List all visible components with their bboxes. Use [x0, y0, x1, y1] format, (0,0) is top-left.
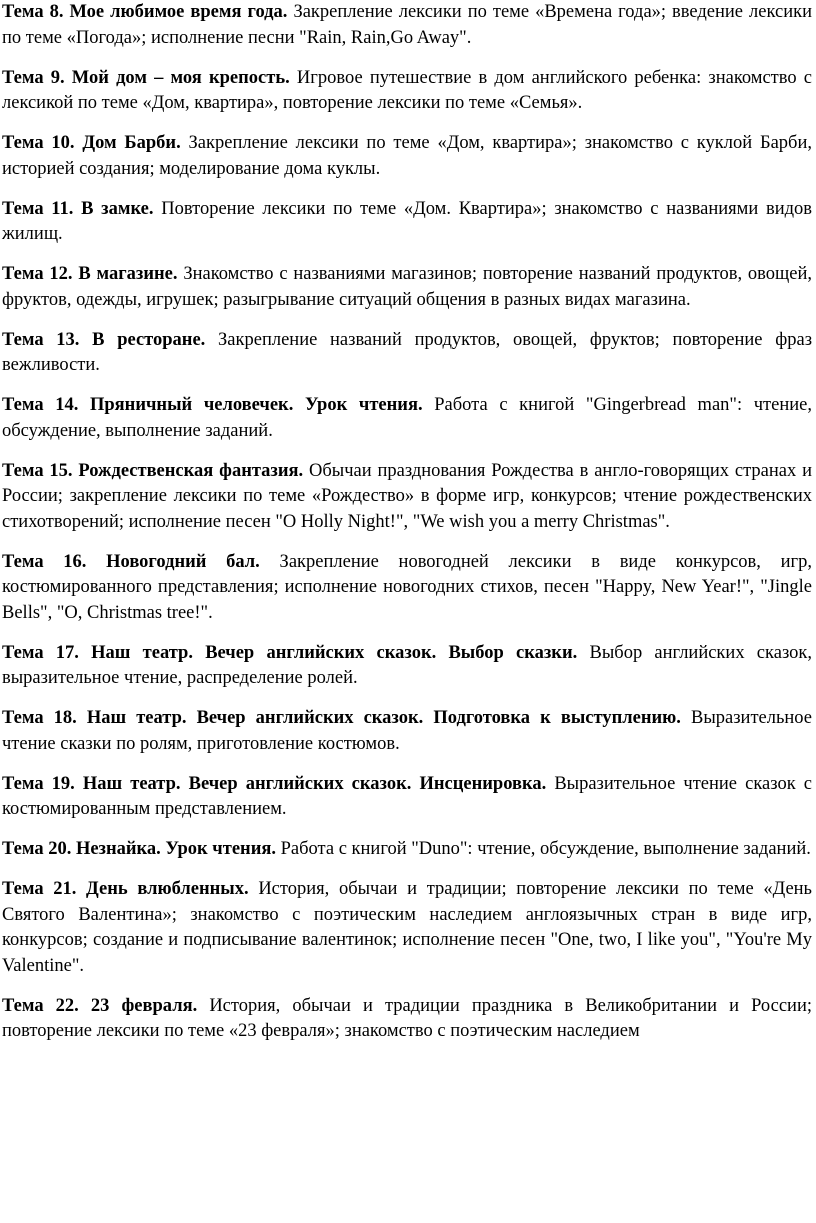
- topic-title: Тема 15. Рождественская фантазия.: [2, 460, 304, 481]
- topic-text: Закрепление лексики по теме «Дом, квартира»; знакомство с куклой Барби, историей создания; моделирование дома куклы.: [2, 133, 812, 179]
- topic-text: Закрепление названий продуктов, овощей, фруктов; повторение фраз вежливости.: [2, 329, 812, 375]
- topic-text: Обычаи празднования Рождества в англо-говорящих странах и России; закрепление лексики по теме «Рождество» в форме игр, конкурсов; чтение рождественских стихотворений; исполнение песен "O Holly Night!", "We wish you a merry Christmas".: [2, 460, 812, 532]
- topic-8: [2, 0, 812, 51]
- topic-14: [2, 393, 812, 444]
- topic-13: [2, 328, 812, 379]
- topic-title: Тема 12. В магазине.: [2, 264, 178, 284]
- topic-title: Тема 21. День влюбленных.: [2, 879, 249, 899]
- topic-title: Тема 11. В замке.: [2, 198, 154, 219]
- topic-12: [2, 262, 812, 313]
- topic-text: Игровое путешествие в дом английского ребенка: знакомство с лексикой по теме «Дом, квартира», повторение лексики по теме «Семья».: [2, 67, 813, 113]
- topic-15: [2, 459, 812, 536]
- topic-title: Тема 20. Незнайка. Урок чтения.: [2, 839, 276, 859]
- topic-title: Тема 19. Наш театр. Вечер английских сказок. Инсценировка.: [2, 773, 547, 794]
- topic-17: [2, 641, 812, 692]
- topic-title: Тема 9. Мой дом – моя крепость.: [2, 67, 290, 88]
- topic-title: Тема 8. Мое любимое время года.: [2, 2, 288, 22]
- topic-text: Закрепление новогодней лексики в виде конкурсов, игр, костюмированного представления; исполнение новогодних стихов, песен "Happy, New Year!", "Jingle Bells", "O, Christmas tree!".: [2, 551, 813, 623]
- topic-9: [2, 66, 812, 117]
- topic-title: Тема 13. В ресторане.: [2, 329, 206, 350]
- topic-22: [2, 994, 812, 1045]
- topic-text: История, обычаи и традиции праздника в Великобритании и России; повторение лексики по теме «23 февраля»; знакомство с поэтическим наследием: [2, 995, 812, 1041]
- topic-10: [2, 131, 812, 182]
- topic-title: Тема 18. Наш театр. Вечер английских сказок. Подготовка к выступлению.: [2, 708, 681, 728]
- topic-text: Выбор английских сказок, выразительное чтение, распределение ролей.: [2, 642, 813, 688]
- topic-text: История, обычаи и традиции; повторение лексики по теме «День Святого Валентина»; знакомство с поэтическим наследием англоязычных стран в виде игр, конкурсов; создание и подписывание валентинок; исполнение песен "One, two, I like you", "You're My Valentine".: [2, 879, 812, 976]
- topic-text: Повторение лексики по теме «Дом. Квартира»; знакомство с названиями видов жилищ.: [2, 198, 813, 244]
- topic-text: Выразительное чтение сказок с костюмированным представлением.: [2, 773, 812, 819]
- topic-title: Тема 10. Дом Барби.: [2, 133, 181, 153]
- topic-text: Работа с книгой "Duno": чтение, обсуждение, выполнение заданий.: [280, 839, 811, 859]
- topic-title: Тема 17. Наш театр. Вечер английских сказок. Выбор сказки.: [2, 642, 578, 663]
- topic-18: [2, 706, 812, 757]
- topic-19: [2, 772, 812, 823]
- topic-text: Выразительное чтение сказки по ролям, приготовление костюмов.: [2, 708, 812, 754]
- topic-text: Знакомство с названиями магазинов; повторение названий продуктов, овощей, фруктов, одежды, игрушек; разыгрывание ситуаций общения в разных видах магазина.: [2, 264, 812, 310]
- topic-text: Закрепление лексики по теме «Времена года»; введение лексики по теме «Погода»; исполнение песни "Rain, Rain,Go Away".: [2, 2, 812, 48]
- topic-11: [2, 197, 812, 248]
- topic-title: Тема 14. Пряничный человечек. Урок чтения.: [2, 395, 423, 415]
- topic-text: Работа с книгой "Gingerbread man": чтение, обсуждение, выполнение заданий.: [2, 395, 812, 441]
- topic-16: [2, 550, 812, 627]
- topic-21: [2, 877, 812, 979]
- topic-title: Тема 16. Новогодний бал.: [2, 551, 260, 572]
- topic-20: [2, 837, 812, 863]
- topic-title: Тема 22. 23 февраля.: [2, 995, 198, 1016]
